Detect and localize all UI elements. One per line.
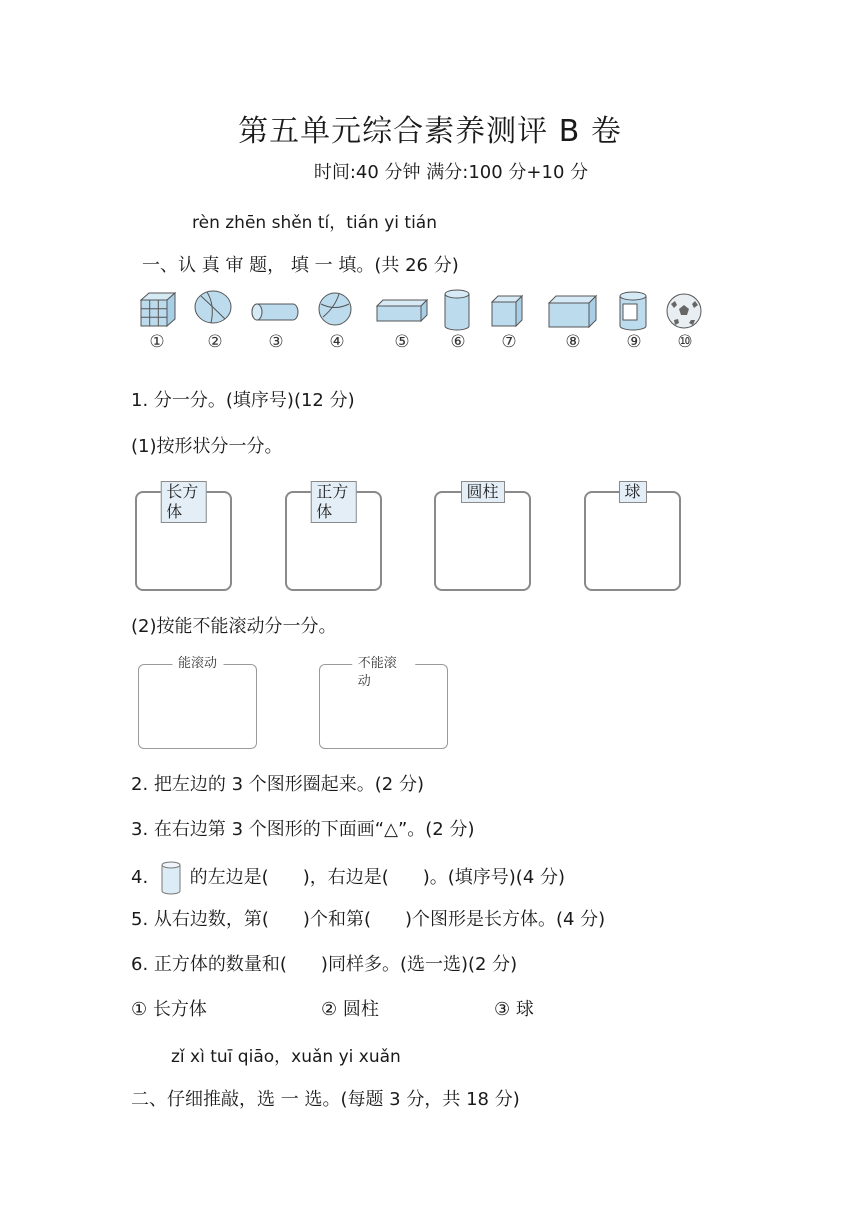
- shape-number-10: ⑩: [677, 332, 693, 352]
- question-2: 2. 把左边的 3 个图形圈起来。(2 分): [131, 774, 425, 795]
- page-title: 第五单元综合素养测评 B 卷: [238, 114, 622, 149]
- long-cuboid-icon: [375, 298, 429, 324]
- answer-box-can-roll[interactable]: [138, 656, 257, 749]
- shape-number-8: ⑧: [565, 332, 581, 352]
- cube-icon: [489, 294, 525, 330]
- cylinder-icon: [160, 860, 182, 896]
- option-3[interactable]: ③ 球: [494, 999, 534, 1020]
- question-1-part-2: (2)按能不能滚动分一分。: [131, 616, 337, 637]
- shape-number-3: ③: [268, 332, 284, 352]
- question-5: 5. 从右边数，第( )个和第( )个图形是长方体。(4 分): [131, 909, 606, 930]
- option-1[interactable]: ① 长方体: [131, 999, 207, 1020]
- question-6: 6. 正方体的数量和( )同样多。(选一选)(2 分): [131, 954, 518, 975]
- box-label-cuboid: 长方体: [160, 481, 207, 523]
- rubik-cube-icon: [137, 290, 177, 328]
- answer-box-cuboid[interactable]: [135, 482, 232, 591]
- ball-icon: [193, 289, 233, 327]
- cuboid-icon: [546, 294, 598, 330]
- answer-box-cylinder[interactable]: [434, 482, 531, 591]
- box-label-cylinder: 圆柱: [460, 481, 504, 503]
- answer-box-cube[interactable]: [285, 482, 382, 591]
- box-label-can-roll: 能滚动: [172, 655, 223, 673]
- shape-number-9: ⑨: [626, 332, 642, 352]
- time-score-info: 时间:40 分钟 满分:100 分+10 分: [313, 162, 589, 183]
- shape-number-5: ⑤: [394, 332, 410, 352]
- section1-heading: 一、认 真 审 题， 填 一 填。(共 26 分): [142, 255, 459, 276]
- lying-cylinder-icon: [251, 302, 301, 322]
- section1-pinyin: rèn zhēn shěn tí，tián yi tián: [192, 213, 437, 233]
- option-2[interactable]: ② 圆柱: [321, 999, 379, 1020]
- question-4-number: 4.: [131, 867, 149, 888]
- shape-number-4: ④: [329, 332, 345, 352]
- question-1-part-1: (1)按形状分一分。: [131, 436, 283, 457]
- answer-box-cannot-roll[interactable]: [319, 656, 448, 749]
- shape-number-7: ⑦: [501, 332, 517, 352]
- volleyball-icon: [317, 291, 355, 327]
- can-icon: [617, 290, 649, 332]
- soccer-ball-icon: [665, 292, 703, 330]
- box-label-sphere: 球: [618, 481, 646, 503]
- box-label-cannot-roll: 不能滚动: [352, 655, 416, 691]
- question-3: 3. 在右边第 3 个图形的下面画“△”。(2 分): [131, 819, 475, 840]
- section2-heading: 二、仔细推敲，选 一 选。(每题 3 分，共 18 分): [131, 1089, 520, 1110]
- answer-box-sphere[interactable]: [584, 482, 681, 591]
- question-4: 4. 的左边是( )，右边是( )。(填序号)(4 分): [131, 860, 565, 896]
- cylinder-icon: [442, 288, 472, 332]
- question-1: 1. 分一分。(填序号)(12 分): [131, 390, 355, 411]
- shape-number-2: ②: [207, 332, 223, 352]
- box-label-cube: 正方体: [310, 481, 357, 523]
- shape-number-1: ①: [149, 332, 165, 352]
- shape-number-6: ⑥: [450, 332, 466, 352]
- section2-pinyin: zǐ xì tuī qiāo，xuǎn yi xuǎn: [171, 1047, 401, 1067]
